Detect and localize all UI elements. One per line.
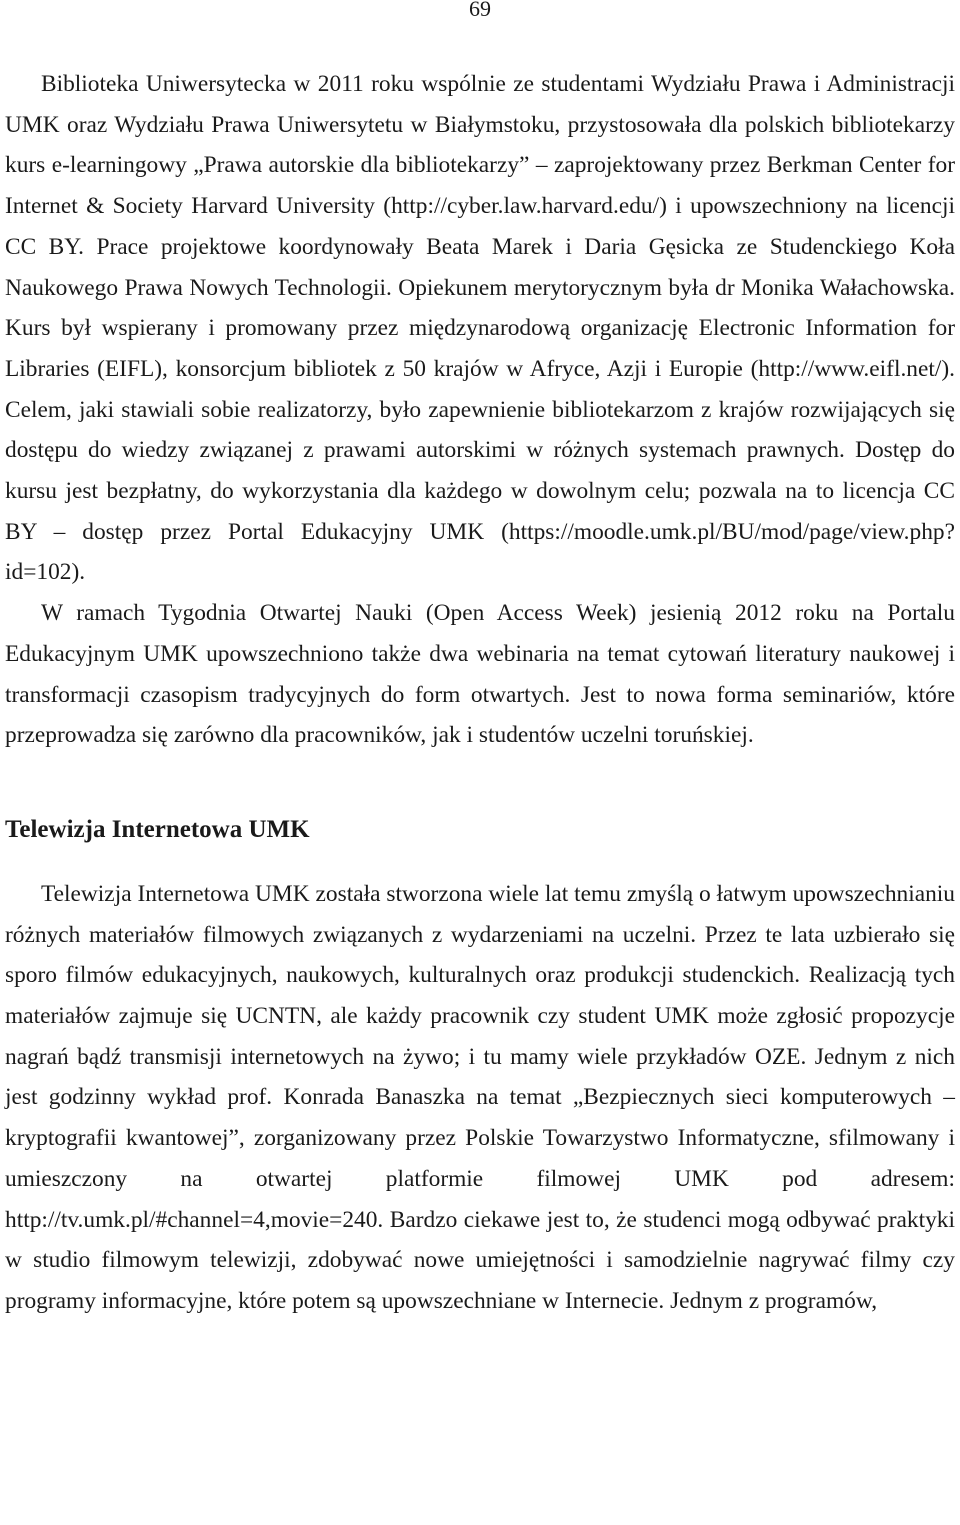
body-paragraph: W ramach Tygodnia Otwartej Nauki (Open Access Week) jesienią 2012 roku na Portalu Edukacyjnym UMK upowszechniono także dwa webinaria na temat cytowań literatury naukowej i transformacji czasopism tradycyjnych do form otwartych. Jest to nowa forma seminariów, które przeprowadza się zarówno dla pracowników, jak i studentów uczelni toruńskiej. xyxy=(5,600,955,749)
section-heading: Telewizja Internetowa UMK xyxy=(5,815,310,843)
page-number: 69 xyxy=(469,0,491,21)
body-paragraph: Biblioteka Uniwersytecka w 2011 roku wspólnie ze studentami Wydziału Prawa i Administracji UMK oraz Wydziału Prawa Uniwersytetu w Białymstoku, przystosowała dla polskich bibliotekarzy kurs e-learningowy „Prawa autorskie dla bibliotekarzy” – zaprojektowany przez Berkman Center for Internet & Society Harvard University (http://cyber.law.harvard.edu/) i upowszechniony na licencji CC BY. Prace projektowe koordynowały Beata Marek i Daria Gęsicka ze Studenckiego Koła Naukowego Prawa Nowych Technologii. Opiekunem merytorycznym była dr Monika Wałachowska. Kurs był wspierany i promowany przez międzynarodową organizację Electronic Information for Libraries (EIFL), konsorcjum bibliotek z 50 krajów w Afryce, Azji i Europie (http://www.eifl.net/). Celem, jaki stawiali sobie realizatorzy, było zapewnienie bibliotekarzom z krajów rozwijających się dostępu do wiedzy związanej z prawami autorskimi w różnych systemach prawnych. Dostęp do kursu jest bezpłatny, do wykorzystania dla każdego w dowolnym celu; pozwala na to licencja CC BY – dostęp przez Portal Edukacyjny UMK (https://moodle.umk.pl/BU/mod/page/view.php?id=102). xyxy=(5,71,955,586)
body-paragraph: Telewizja Internetowa UMK została stworzona wiele lat temu zmyślą o łatwym upowszechnianiu różnych materiałów filmowych związanych z wydarzeniami na uczelni. Przez te lata uzbierało się sporo filmów edukacyjnych, naukowych, kulturalnych oraz produkcji studenckich. Realizacją tych materiałów zajmuje się UCNTN, ale każdy pracownik czy student UMK może zgłosić propozycje nagrań bądź transmisji internetowych na żywo; i tu mamy wiele przykładów OZE. Jednym z nich jest godzinny wykład prof. Konrada Banaszka na temat „Bezpiecznych sieci komputerowych – kryptografii kwantowej”, zorganizowany przez Polskie Towarzystwo Informatyczne, sfilmowany i umieszczony na otwartej platformie filmowej UMK pod adresem: http://tv.umk.pl/#channel=4,movie=240. Bardzo ciekawe jest to, że studenci mogą odbywać praktyki w studio filmowym telewizji, zdobywać nowe umiejętności i samodzielnie nagrywać filmy czy programy informacyjne, które potem są upowszechniane w Internecie. Jednym z programów, xyxy=(5,880,955,1314)
page-body xyxy=(5,64,955,1322)
